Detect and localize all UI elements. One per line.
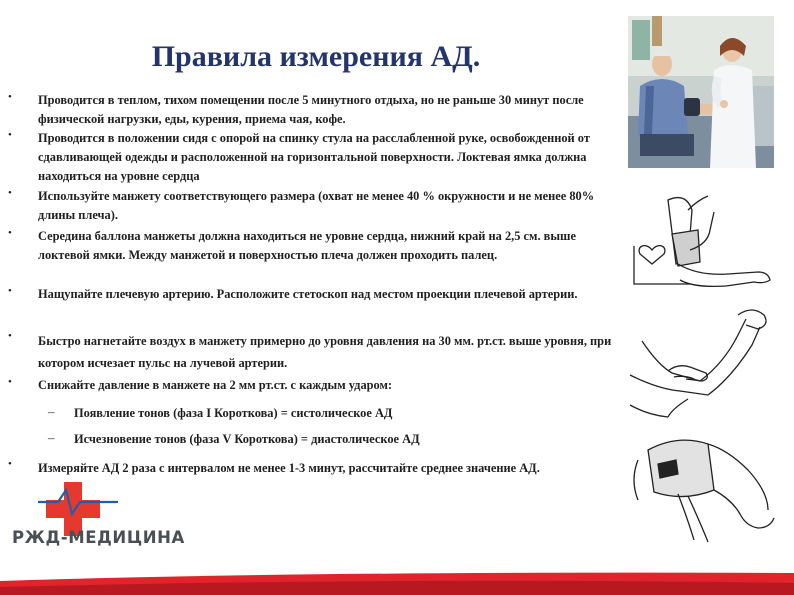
photo-doctor-measuring-patient bbox=[628, 16, 774, 168]
rule-text: Появление тонов (фаза I Короткова) = систолическое АД bbox=[74, 406, 393, 420]
rule-text: Середина баллона манжеты должна находиться не уровне сердца, нижний край на 2,5 см. выше локтевой ямки. Между манжетой и поверхностью плеча должен проходить палец. bbox=[38, 229, 577, 262]
dash-bullet: – bbox=[48, 404, 55, 419]
rule-text: Проводится в теплом, тихом помещении после 5 минутного отдыха, но не раньше 30 минут после физической нагрузки, еды, курения, приема чая, кофе. bbox=[38, 93, 584, 126]
rule-text: Используйте манжету соответствующего размера (охват не менее 40 % окружности и не менее 80% длины плеча). bbox=[38, 189, 595, 222]
rule-text: Быстро нагнетайте воздух в манжету примерно до уровня давления на 30 мм. рт.ст. выше уровня, при котором исчезает пульс на лучевой артерии. bbox=[38, 334, 612, 370]
illustration-cuff-with-tubing bbox=[628, 430, 778, 545]
illustration-cuff-on-arm-with-heart bbox=[628, 190, 778, 300]
rule-text: Измеряйте АД 2 раза с интервалом не менее 1-3 минут, рассчитайте среднее значение АД. bbox=[38, 461, 540, 475]
logo-emblem bbox=[8, 480, 198, 560]
logo-text: РЖД-МЕДИЦИНА bbox=[12, 528, 185, 547]
bullet: • bbox=[8, 330, 12, 342]
bottom-decorative-bar bbox=[0, 565, 794, 595]
bullet: • bbox=[8, 376, 12, 388]
bullet: • bbox=[8, 91, 12, 103]
page-title: Правила измерения АД. bbox=[151, 40, 481, 73]
cuff-icon bbox=[648, 440, 714, 496]
bullet: • bbox=[8, 285, 12, 297]
rule-text: Исчезновение тонов (фаза V Короткова) = диастолическое АД bbox=[74, 432, 420, 446]
bullet: • bbox=[8, 227, 12, 239]
bullet: • bbox=[8, 187, 12, 199]
heart-icon bbox=[639, 246, 665, 264]
illustration-palpating-brachial-artery bbox=[628, 305, 778, 425]
dash-bullet: – bbox=[48, 430, 55, 445]
rule-text: Снижайте давление в манжете на 2 мм рт.ст. с каждым ударом: bbox=[38, 378, 393, 392]
bullet: • bbox=[8, 458, 12, 470]
rule-text: Нащупайте плечевую артерию. Расположите стетоскоп над местом проекции плечевой артерии. bbox=[38, 287, 578, 301]
bullet: • bbox=[8, 129, 12, 141]
rule-text: Проводится в положении сидя с опорой на спинку стула на расслабленной руке, освобожденной от сдавливающей одежды и расположенной на горизонтальной поверхности. Локтевая ямка должна находиться на уровне сердца bbox=[38, 131, 590, 183]
